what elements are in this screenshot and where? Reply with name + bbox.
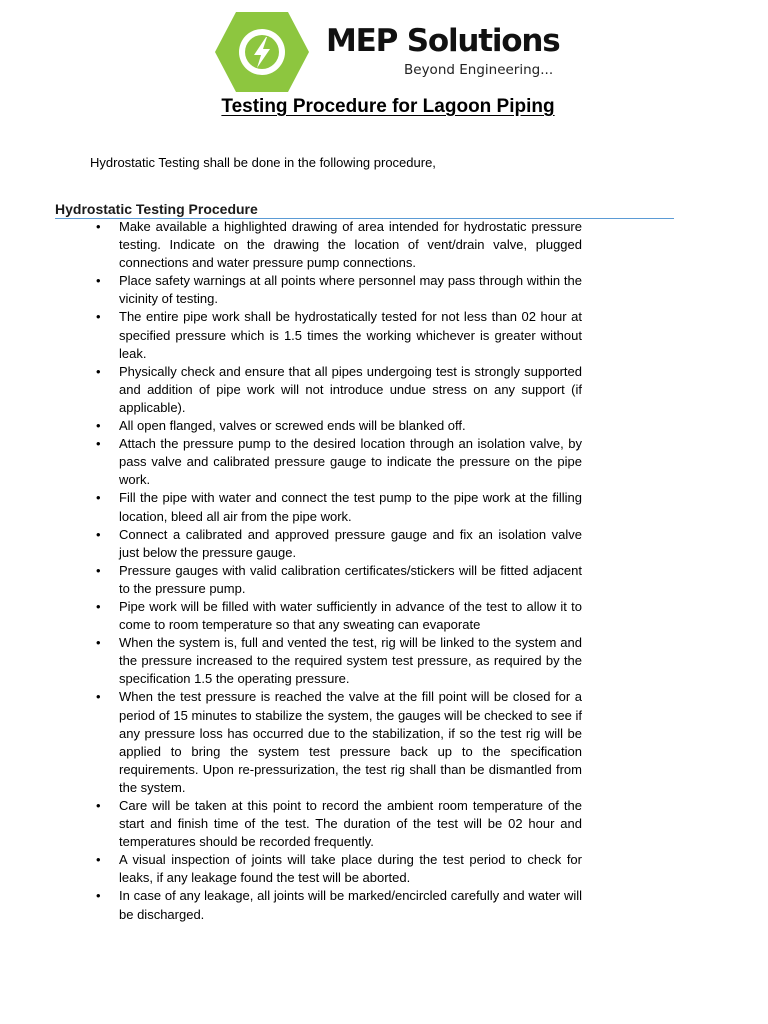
procedure-step-text: Attach the pressure pump to the desired location through an isolation valve, by pass valve and calibrated pressure gauge to indicate the pressure on the pipe work. <box>119 436 582 488</box>
procedure-step <box>96 688 582 797</box>
procedure-step-text: Fill the pipe with water and connect the test pump to the pipe work at the filling location, bleed all air from the pipe work. <box>119 490 582 524</box>
procedure-step-text: All open flanged, valves or screwed ends will be blanked off. <box>119 418 466 434</box>
procedure-step <box>96 634 582 688</box>
procedure-step <box>96 218 582 272</box>
bullet-marker: • <box>96 490 101 506</box>
bullet-marker: • <box>96 598 101 614</box>
lightning-bolt-icon <box>214 11 310 93</box>
bullet-marker: • <box>96 309 101 325</box>
procedure-step <box>96 526 582 562</box>
procedure-step-text: When the test pressure is reached the valve at the fill point will be closed for a period of 15 minutes to stabilize the system, the gauges will be checked to see if any pressure loss has occurred due to the stabilization, if so the test rig will be applied to bring the system test pressure back up to the specification requirements. Upon re-pressurization, the test rig shall than be dismantled from the system. <box>119 689 582 795</box>
procedure-step-text: Pressure gauges with valid calibration certificates/stickers will be fitted adjacent to the pressure pump. <box>119 562 582 596</box>
bullet-marker: • <box>96 436 101 452</box>
procedure-step <box>96 489 582 525</box>
procedure-step-text: When the system is, full and vented the test, rig will be linked to the system and the pressure increased to the required system test pressure, as required by the specification 1.5 the operating pressure. <box>119 635 582 687</box>
procedure-step-text: The entire pipe work shall be hydrostatically tested for not less than 02 hour at specified pressure which is 1.5 times the working whichever is greater without leak. <box>119 309 582 361</box>
section-heading: Hydrostatic Testing Procedure <box>55 201 674 219</box>
procedure-step <box>96 417 582 435</box>
bullet-marker: • <box>96 363 101 379</box>
procedure-step <box>96 797 582 851</box>
procedure-step-text: Make available a highlighted drawing of area intended for hydrostatic pressure testing. Indicate on the drawing the location of vent/drain valve, plugged connections and water pressure pump connections. <box>119 219 582 271</box>
procedure-step-text: A visual inspection of joints will take place during the test period to check for leaks, if any leakage found the test will be aborted. <box>119 852 582 886</box>
bullet-marker: • <box>96 798 101 813</box>
company-logo <box>214 11 564 93</box>
bullet-marker: • <box>96 418 101 434</box>
procedure-step-text: Pipe work will be filled with water sufficiently in advance of the test to allow it to come to room temperature so that any sweating can evaporate <box>119 598 582 633</box>
procedure-step <box>96 435 582 489</box>
procedure-step-text: Physically check and ensure that all pipes undergoing test is strongly supported and addition of pipe work will not introduce undue stress on any support (if applicable). <box>119 363 582 415</box>
document-title: Testing Procedure for Lagoon Piping <box>221 96 555 117</box>
intro-paragraph: Hydrostatic Testing shall be done in the following procedure, <box>90 155 436 170</box>
procedure-step <box>96 851 582 887</box>
bullet-marker: • <box>96 562 101 578</box>
procedure-step-text: Place safety warnings at all points where personnel may pass through within the vicinity of testing. <box>119 273 582 307</box>
bullet-marker: • <box>96 852 101 868</box>
bullet-marker: • <box>96 888 101 904</box>
procedure-steps <box>96 218 582 924</box>
procedure-step <box>96 308 582 362</box>
procedure-step-text: Care will be taken at this point to record the ambient room temperature of the start and finish time of the test. The duration of the test will be 02 hour and temperatures should be recorded frequently. <box>119 798 582 850</box>
company-tagline: Beyond Engineering... <box>404 62 554 78</box>
procedure-step <box>96 272 582 308</box>
bullet-marker: • <box>96 689 101 705</box>
bullet-marker: • <box>96 273 101 289</box>
procedure-step-text: In case of any leakage, all joints will be marked/encircled carefully and water will be discharged. <box>119 888 582 922</box>
bullet-marker: • <box>96 635 101 651</box>
procedure-step <box>96 887 582 923</box>
bullet-marker: • <box>96 526 101 542</box>
procedure-step <box>96 598 582 634</box>
bullet-marker: • <box>96 219 101 234</box>
procedure-step-text: Connect a calibrated and approved pressure gauge and fix an isolation valve just below the pressure gauge. <box>119 526 582 560</box>
procedure-step <box>96 363 582 417</box>
company-name: MEP Solutions <box>326 23 560 59</box>
procedure-step <box>96 562 582 598</box>
